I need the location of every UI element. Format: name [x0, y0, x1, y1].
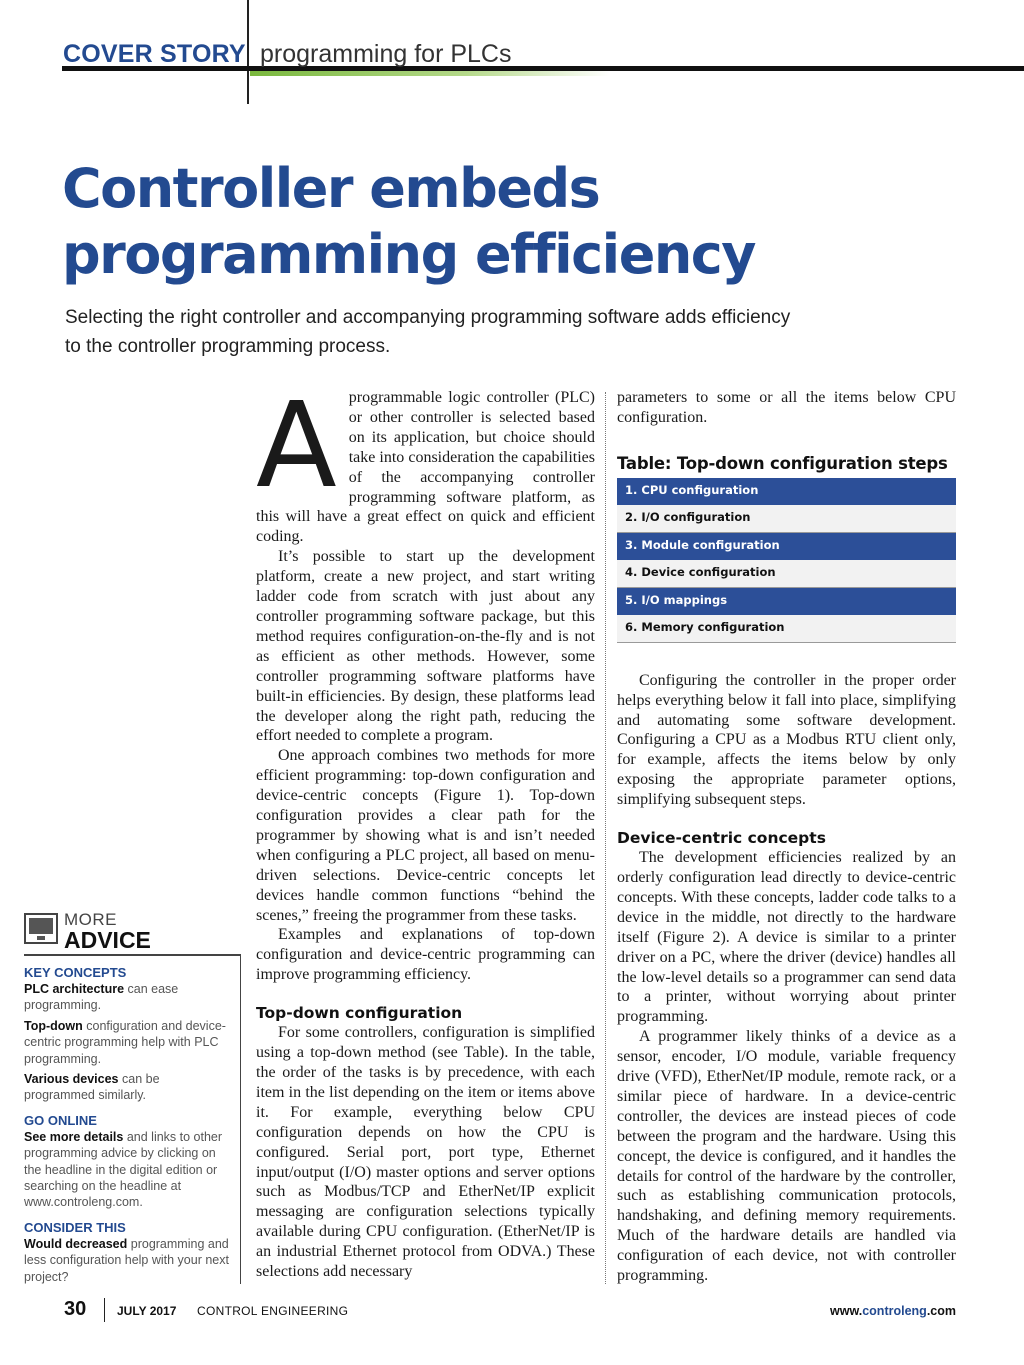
paragraph-6: parameters to some or all the items below CPU configuration. — [617, 389, 956, 426]
headline-line-2: programming efficiency — [62, 223, 755, 286]
paragraph-2: It’s possible to start up the development platform, create a new project, and start writing ladder code from scratch with just about any controller programming software package, but this method requires configuration-on-the-fly and is not as efficient as other methods. However, some controller programming software platforms have built-in efficiencies. By design, these platforms lead the developer along the right path, reducing the effort needed to complete a program. — [256, 548, 595, 745]
table-title: Table: Top-down configuration steps — [617, 453, 948, 473]
deck — [65, 303, 865, 361]
table-cell: 1. CPU configuration — [617, 478, 956, 505]
sidebar-rule — [24, 954, 240, 956]
dropcap: A — [256, 376, 337, 514]
table-row — [617, 505, 956, 533]
list-item: PLC architecture can ease programming. — [24, 982, 179, 1013]
column-divider — [605, 392, 606, 1284]
page-footer — [64, 1298, 956, 1328]
advice-label: ADVICE — [64, 927, 151, 953]
config-steps-table — [617, 478, 956, 643]
headline-line-1: Controller embeds — [62, 157, 600, 220]
paragraph-3: One approach combines two methods for more efficient programming: top-down configuration and device-centric concepts (Figure 1). Top-down configuration provides a clear path for the programmer by showing what is and isn’t needed when configuring a PLC project, all based on menu-driven selections. Device-centric concepts let devices handle common functions “behind the scenes,” freeing the programmer from these tasks. — [256, 747, 595, 924]
key-concepts-heading: KEY CONCEPTS — [24, 965, 127, 980]
article-column-2 — [617, 388, 956, 1286]
go-online-heading: GO ONLINE — [24, 1112, 97, 1128]
publication-name: CONTROL ENGINEERING — [197, 1304, 349, 1318]
paragraph-7: Configuring the controller in the proper order helps everything below it fall into place, simplifying and automating some software development. Configuring a CPU as a Modbus RTU client only, for example, affects the items below by only exposing the appropriate parameter options, simplifying subsequent steps. — [617, 671, 956, 809]
sidebar-vertical-rule — [240, 954, 241, 1284]
paragraph-5: For some controllers, configuration is simplified using a top-down method (see Table). In the table, the order of the tasks is by precedence, with each item in the list depending on the item or items above it. For example, everything below CPU configuration depends on how the CPU is configured. Serial port, port type, Ethernet input/output (I/O) master options and server options such as Modbus/TCP and EtherNet/IP explicit messaging are configuration selections typically available during CPU configuration. (EtherNet/IP is an industrial Ethernet protocol from ODVA.) These selections add necessary — [256, 1024, 595, 1281]
subhead-device-centric: Device-centric concepts — [617, 829, 826, 848]
deck-line-2: to the controller programming process. — [65, 336, 391, 357]
sidebar — [24, 964, 230, 1289]
consider-this-heading: CONSIDER THIS — [24, 1219, 126, 1235]
headline — [62, 156, 962, 288]
subsection-label: programming for PLCs — [260, 40, 512, 68]
table-cell: 4. Device configuration — [617, 560, 956, 588]
paragraph-8: The development efficiencies realized by an orderly configuration lead directly to device-centric concepts. With these concepts, ladder code talks to a device in the middle, not directly to the hardware itself (Figure 2). A device is similar to a printer driver on a PC, where the driver (device) handles all the low-level details so a programmer can send data to a printer, without worrying about printer programming. — [617, 849, 956, 1026]
header-accent-rule — [250, 71, 610, 76]
table-row — [617, 532, 956, 560]
list-item: See more details and links to other programming advice by clicking on the headline in the digital edition or searching on the headline at www.controleng.com. — [24, 1129, 223, 1210]
table-cell: 5. I/O mappings — [617, 587, 956, 615]
list-item: Top-down configuration and device-centric programming help with PLC programming. — [24, 1018, 226, 1066]
more-advice-badge — [24, 911, 234, 951]
footer-divider — [104, 1298, 105, 1322]
table-row — [617, 478, 956, 505]
go-online-section — [24, 1112, 230, 1211]
more-label: MORE — [64, 910, 117, 929]
table-cell: 6. Memory configuration — [617, 615, 956, 643]
article-column-1 — [256, 376, 595, 1282]
table-cell: 3. Module configuration — [617, 532, 956, 560]
paragraph-intro — [256, 376, 595, 547]
section-label: COVER STORY — [63, 40, 246, 68]
table-row — [617, 615, 956, 643]
subhead-top-down: Top-down configuration — [256, 1004, 463, 1023]
paragraph-9: A programmer likely thinks of a device as a sensor, encoder, I/O module, variable frequency drive (VFD), EtherNet/IP module, remote rack, or a similar piece of hardware. In a device-centric controller, the devices are instead pieces of code between the program and the hardware. Using this concept, the device is configured, and it handles the details for control of the hardware by the controller, such as establishing communication protocols, handshaking, and defining memory requirements. Much of the hardware details are handled via configuration of each device, not with controller programming. — [617, 1028, 956, 1285]
deck-line-1: Selecting the right controller and accompanying programming software adds efficiency — [65, 307, 791, 328]
table-row — [617, 587, 956, 615]
list-item: Various devices can be programmed similarly. — [24, 1072, 160, 1103]
consider-this-section — [24, 1219, 230, 1285]
computer-monitor-icon — [24, 913, 58, 944]
page-number: 30 — [64, 1298, 87, 1320]
table-cell: 2. I/O configuration — [617, 505, 956, 533]
paragraph-4: Examples and explanations of top-down configuration and device-centric programming can improve programming efficiency. — [256, 926, 595, 984]
key-concepts-section — [24, 964, 230, 1104]
paragraph-1-text: programmable logic controller (PLC) or other controller is selected based on its application, but choice should take into consideration the capabilities of the accompanying controller programming software platform, as this will have a great effect on quick and efficient coding. — [256, 389, 595, 546]
header-vertical-rule — [247, 0, 249, 104]
table-row — [617, 560, 956, 588]
list-item: Would decreased programming and less configuration help with your next project? — [24, 1236, 229, 1284]
website-link[interactable]: www.controleng.com — [830, 1304, 956, 1318]
issue-date: JULY 2017 — [117, 1304, 177, 1318]
